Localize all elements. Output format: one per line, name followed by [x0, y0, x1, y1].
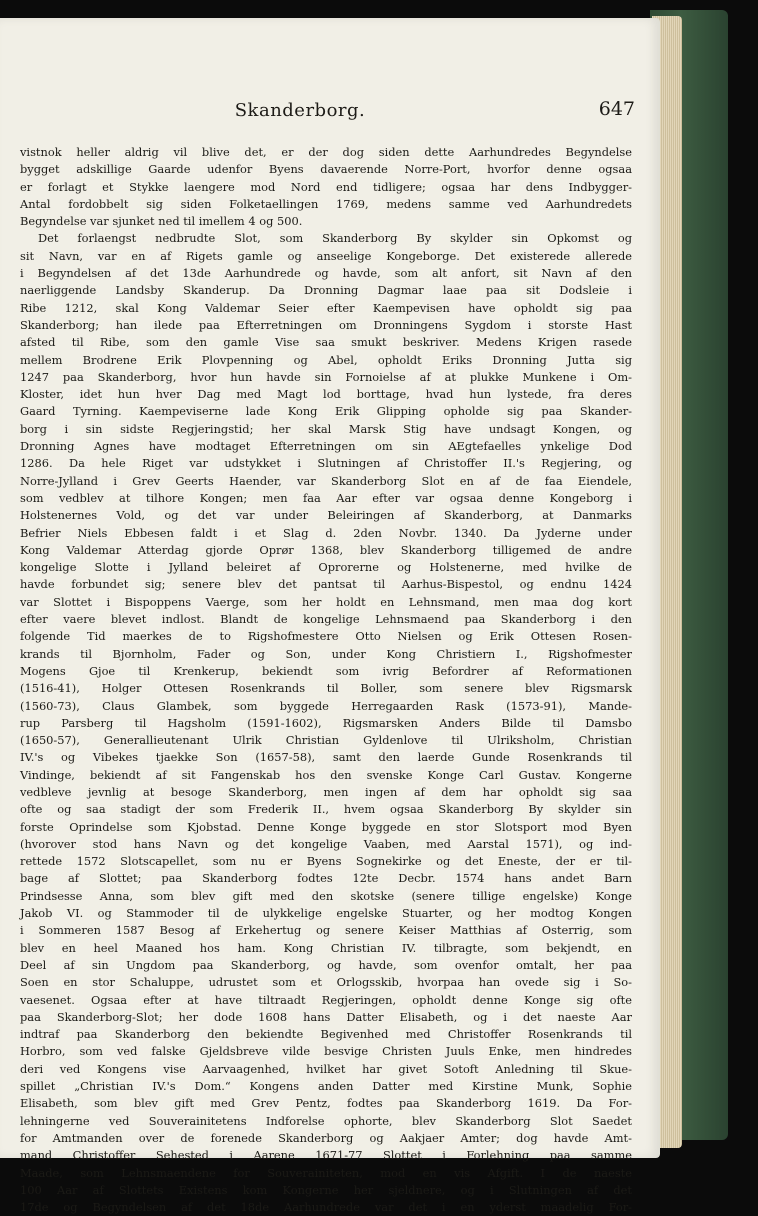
text-line: for Amtmanden over de forenede Skanderborg og Aakjaer Amter; dog havde Amt-: [20, 1130, 632, 1145]
text-line: spillet „Christian IV.'s Dom.“ Kongens anden Datter med Kirstine Munk, Sophie: [20, 1079, 632, 1094]
text-line: sit Navn, var en af Rigets gamle og anseelige Kongeborge. Det existerede allerede: [20, 248, 632, 263]
book-page: [0, 18, 660, 1215]
text-line: Gaard Tyrning. Kaempeviserne lade Kong Erik Glipping opholde sig paa Skander-: [20, 404, 632, 419]
text-line: vedbleve jevnlig at besoge Skanderborg, men ingen af dem har opholdt sig saa: [20, 784, 632, 799]
text-line: efter vaere blevet indlost. Blandt de kongelige Lehnsmaend paa Skanderborg i den: [20, 612, 632, 627]
text-line: Skanderborg; han ilede paa Efterretningen om Dronningens Sygdom i storste Hast: [20, 317, 632, 332]
text-line: som vedblev at tilhore Kongen; men faa Aar efter var ogsaa denne Kongeborg i: [20, 490, 632, 505]
text-line: folgende Tid maerkes de to Rigshofmestere Otto Nielsen og Erik Ottesen Rosen-: [20, 629, 632, 644]
text-line: bygget adskillige Gaarde udenfor Byens davaerende Norre-Port, hvorfor denne ogsaa: [20, 162, 632, 177]
text-line: Vindinge, bekiendt af sit Fangenskab hos den svenske Konge Carl Gustav. Kongerne: [20, 767, 632, 782]
running-title: Skanderborg.: [234, 100, 366, 121]
text-line: krands til Bjornholm, Fader og Son, under Kong Christiern I., Rigshofmester: [20, 646, 632, 661]
text-line: 17de og Begyndelsen af det 18de Aarhundrede var det i en yderst maadelig For-: [20, 1200, 632, 1215]
text-line: bage af Slottet; paa Skanderborg fodtes 12te Decbr. 1574 hans andet Barn: [20, 871, 632, 886]
text-line: lehningerne ved Souverainitetens Indforelse ophorte, blev Skanderborg Slot Saedet: [20, 1113, 632, 1128]
text-line: mellem Brodrene Erik Plovpenning og Abel, opholdt Eriks Dronning Jutta sig: [20, 352, 632, 367]
text-line: i Sommeren 1587 Besog af Erkehertug og senere Keiser Matthias af Osterrig, som: [20, 923, 632, 938]
text-line: vaesenet. Ogsaa efter at have tiltraadt Regjeringen, opholdt denne Konge sig ofte: [20, 992, 632, 1007]
text-line: Befrier Niels Ebbesen faldt i et Slag d. 2den Novbr. 1340. Da Jyderne under: [20, 525, 632, 540]
text-line: (hvorover stod hans Navn og det kongelige Vaaben, med Aarstal 1571), og ind-: [20, 836, 632, 851]
text-line: Kong Valdemar Atterdag gjorde Oprør 1368, blev Skanderborg tilligemed de andre: [20, 542, 632, 557]
text-line: i Begyndelsen af det 13de Aarhundrede og havde, som alt anfort, sit Navn af den: [20, 266, 632, 281]
text-line: Horbro, som ved falske Gjeldsbreve vilde besvige Christen Juuls Enke, men hindredes: [20, 1044, 632, 1059]
text-line: Jakob VI. og Stammoder til de ulykkelige engelske Stuarter, og her modtog Kongen: [20, 906, 632, 921]
text-line: 1247 paa Skanderborg, hvor hun havde sin Fornoielse af at plukke Munkene i Om-: [20, 369, 632, 384]
text-line: Ribe 1212, skal Kong Valdemar Seier efter Kaempevisen have opholdt sig paa: [20, 300, 632, 315]
text-line: havde forbundet sig; senere blev det pantsat til Aarhus-Bispestol, og endnu 1424: [20, 577, 632, 592]
text-line: paa Skanderborg-Slot; her dode 1608 hans Datter Elisabeth, og i det naeste Aar: [20, 1009, 632, 1024]
text-line: (1516-41), Holger Ottesen Rosenkrands til Boller, som senere blev Rigsmarsk: [20, 681, 632, 696]
text-line: Begyndelse var sjunket ned til imellem 4 og 500.: [20, 214, 303, 229]
text-line: deri ved Kongens vise Aarvaagenhed, hvilket har givet Sotoft Anledning til Skue-: [20, 1061, 632, 1076]
text-line: Prindsesse Anna, som blev gift med den skotske (senere tillige engelske) Konge: [20, 888, 632, 903]
text-line: Dronning Agnes have modtaget Efterretningen om sin AEgtefaelles ynkelige Dod: [20, 439, 632, 454]
text-line: vistnok heller aldrig vil blive det, er der dog siden dette Aarhundredes Begyndelse: [20, 145, 632, 159]
running-header: [0, 100, 660, 130]
text-line: Antal fordobbelt sig siden Folketaellingen 1769, medens samme ved Aarhundredets: [20, 196, 632, 211]
text-line: Deel af sin Ungdom paa Skanderborg, og havde, som ovenfor omtalt, her paa: [20, 957, 632, 972]
text-line: 1286. Da hele Riget var udstykket i Slutningen af Christoffer II.'s Regjering, og: [20, 456, 632, 471]
text-line: rettede 1572 Slotscapellet, som nu er Byens Sognekirke og det Eneste, der er til-: [20, 854, 632, 869]
text-line: indtraf paa Skanderborg den bekiendte Begivenhed med Christoffer Rosenkrands til: [20, 1027, 632, 1042]
text-line: Holstenernes Vold, og det var under Beleiringen af Skanderborg, at Danmarks: [20, 508, 632, 523]
text-line: (1560-73), Claus Glambek, som byggede Herregaarden Rask (1573-91), Mande-: [20, 698, 632, 713]
text-line: Det forlaengst nedbrudte Slot, som Skanderborg By skylder sin Opkomst og: [38, 231, 632, 246]
text-line: blev en heel Maaned hos ham. Kong Christian IV. tilbragte, som bekjendt, en: [20, 940, 632, 955]
text-line: IV.'s og Vibekes tjaekke Son (1657-58), samt den laerde Gunde Rosenkrands til: [20, 750, 632, 765]
text-line: 100 Aar af Slottets Existens kom Kongerne her sjeldnere, og i Slutningen af det: [20, 1182, 632, 1197]
page-number: 647: [598, 98, 635, 120]
text-line: Mogens Gjoe til Krenkerup, bekiendt som ivrig Befordrer af Reformationen: [20, 663, 632, 678]
text-line: afsted til Ribe, som den gamle Vise saa smukt beskriver. Medens Krigen rasede: [20, 335, 632, 350]
text-line: rup Parsberg til Hagsholm (1591-1602), Rigsmarsken Anders Bilde til Damsbo: [20, 715, 632, 730]
text-line: er forlagt et Stykke laengere mod Nord end tidligere; ogsaa har dens Indbygger-: [20, 179, 632, 194]
text-line: (1650-57), Generallieutenant Ulrik Christian Gyldenlove til Ulriksholm, Christian: [20, 733, 632, 748]
text-line: Norre-Jylland i Grev Geerts Haender, var Skanderborg Slot en af de faa Eiendele,: [20, 473, 632, 488]
text-line: borg i sin sidste Regjeringstid; her skal Marsk Stig have undsagt Kongen, og: [20, 421, 632, 436]
text-line: kongelige Slotte i Jylland beleiret af Oprorerne og Holstenerne, med hvilke de: [20, 560, 632, 575]
text-line: ofte og saa stadigt der som Frederik II., hvem ogsaa Skanderborg By skylder sin: [20, 802, 632, 817]
text-line: naerliggende Landsby Skanderup. Da Dronning Dagmar laae paa sit Dodsleie i: [20, 283, 632, 298]
text-line: Soen en stor Schaluppe, udrustet som et Orlogsskib, hvorpaa han ovede sig i So-: [20, 975, 632, 990]
text-line: Kloster, idet hun hver Dag med Magt lod borttage, hvad hun lystede, fra deres: [20, 387, 632, 402]
text-line: forste Oprindelse som Kjobstad. Denne Konge byggede en stor Slotsport mod Byen: [20, 819, 632, 834]
text-line: var Slottet i Bispoppens Vaerge, som her holdt en Lehnsmand, men maa dog kort: [20, 594, 632, 609]
text-line: mand Christoffer Sehested i Aarene 1671-77 Slottet i Forlehning paa samme: [20, 1148, 632, 1163]
text-line: Maade, som Lehnsmaendene for Souverainiteten, mod en vis Afgift. I de naeste: [20, 1165, 632, 1180]
body-text: [20, 144, 632, 1216]
text-line: Elisabeth, som blev gift med Grev Pentz, fodtes paa Skanderborg 1619. Da For-: [20, 1096, 632, 1111]
